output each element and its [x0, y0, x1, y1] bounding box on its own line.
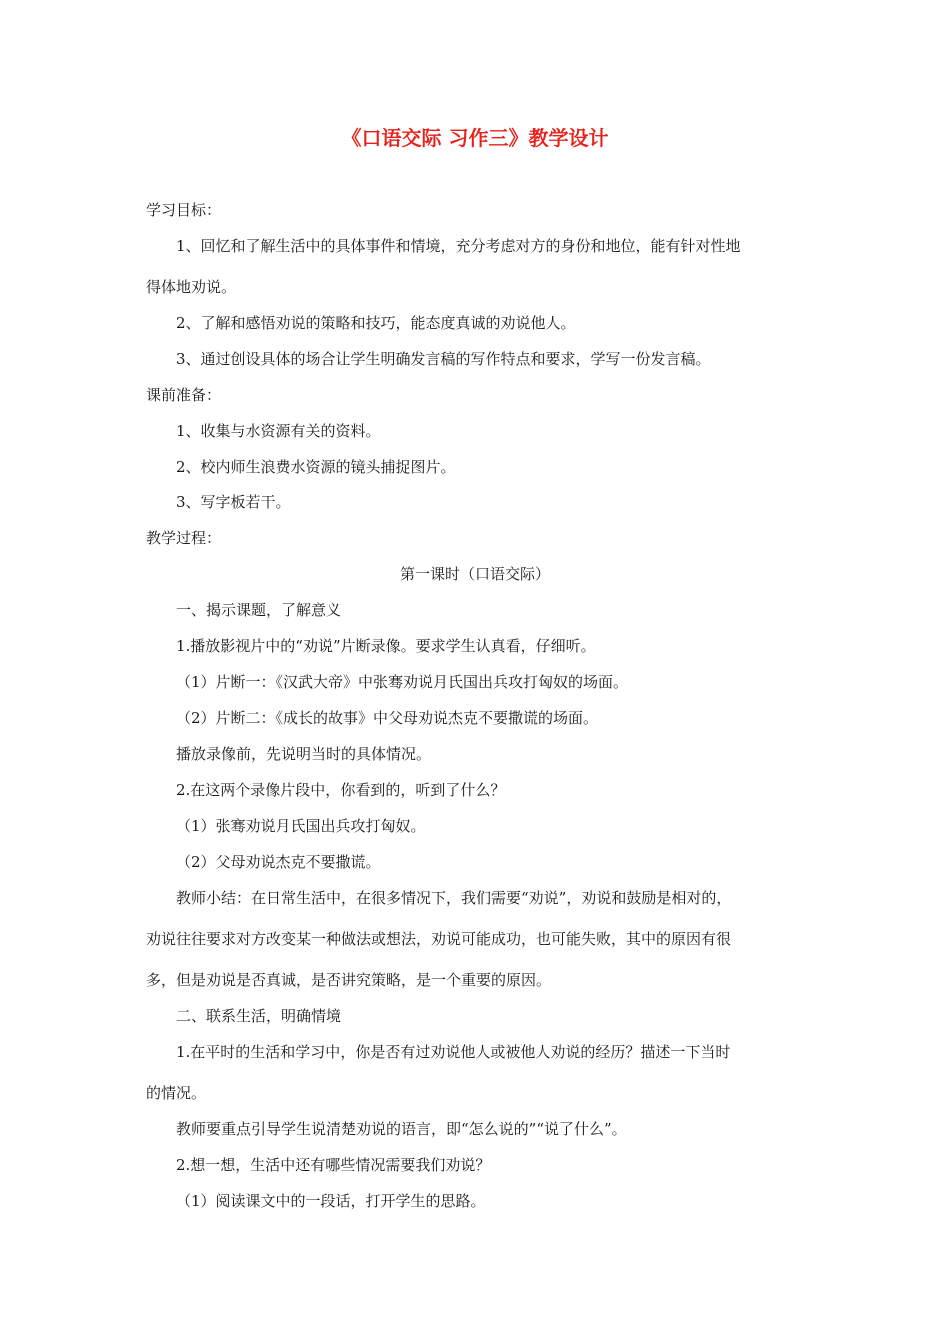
- text-line: 3、写字板若干。: [176, 493, 291, 511]
- text-line: （1）张骞劝说月氏国出兵攻打匈奴。: [176, 817, 426, 835]
- text-line: 课前准备：: [146, 386, 222, 404]
- text-line: （1）阅读课文中的一段话，打开学生的思路。: [176, 1192, 486, 1210]
- text-line: 教学过程：: [146, 529, 222, 547]
- text-line: 教师小结：在日常生活中，在很多情况下，我们需要“劝说”，劝说和鼓励是相对的，: [176, 889, 732, 907]
- text-line: 劝说往往要求对方改变某一种做法或想法，劝说可能成功，也可能失败，其中的原因有很: [146, 930, 732, 948]
- text-line: 1.在平时的生活和学习中，你是否有过劝说他人或被他人劝说的经历？描述一下当时: [176, 1043, 731, 1061]
- text-line: 1、回忆和了解生活中的具体事件和情境，充分考虑对方的身份和地位，能有针对性地: [176, 237, 741, 255]
- text-line: 3、通过创设具体的场合让学生明确发言稿的写作特点和要求，学写一份发言稿。: [176, 350, 711, 368]
- text-line: 2.想一想，生活中还有哪些情况需要我们劝说？: [176, 1156, 491, 1174]
- text-line: 教师要重点引导学生说清楚劝说的语言，即“怎么说的”“说了什么”。: [176, 1120, 627, 1138]
- text-line: 1.播放影视片中的“劝说”片断录像。要求学生认真看，仔细听。: [176, 637, 596, 655]
- section-heading: 第一课时（口语交际）: [399, 565, 550, 583]
- text-line: 2、校内师生浪费水资源的镜头捕捉图片。: [176, 458, 456, 476]
- text-line: 学习目标：: [146, 201, 222, 219]
- text-line: 一、揭示课题，了解意义: [176, 601, 342, 619]
- text-line: （2）片断二：《成长的故事》中父母劝说杰克不要撒谎的场面。: [176, 709, 599, 727]
- text-line: 2、了解和感悟劝说的策略和技巧，能态度真诚的劝说他人。: [176, 314, 576, 332]
- text-line: 二、联系生活，明确情境: [176, 1007, 342, 1025]
- text-line: （2）父母劝说杰克不要撒谎。: [176, 853, 381, 871]
- text-line: 播放录像前，先说明当时的具体情况。: [176, 745, 432, 763]
- text-line: 得体地劝说。: [146, 278, 237, 296]
- text-line: 多，但是劝说是否真诚，是否讲究策略，是一个重要的原因。: [146, 971, 552, 989]
- text-line: 1、收集与水资源有关的资料。: [176, 422, 381, 440]
- text-line: 2.在这两个录像片段中，你看到的，听到了什么？: [176, 781, 506, 799]
- text-line: 的情况。: [146, 1084, 207, 1102]
- document-title: 《口语交际 习作三》教学设计: [341, 126, 609, 150]
- text-line: （1）片断一：《汉武大帝》中张骞劝说月氏国出兵攻打匈奴的场面。: [176, 673, 629, 691]
